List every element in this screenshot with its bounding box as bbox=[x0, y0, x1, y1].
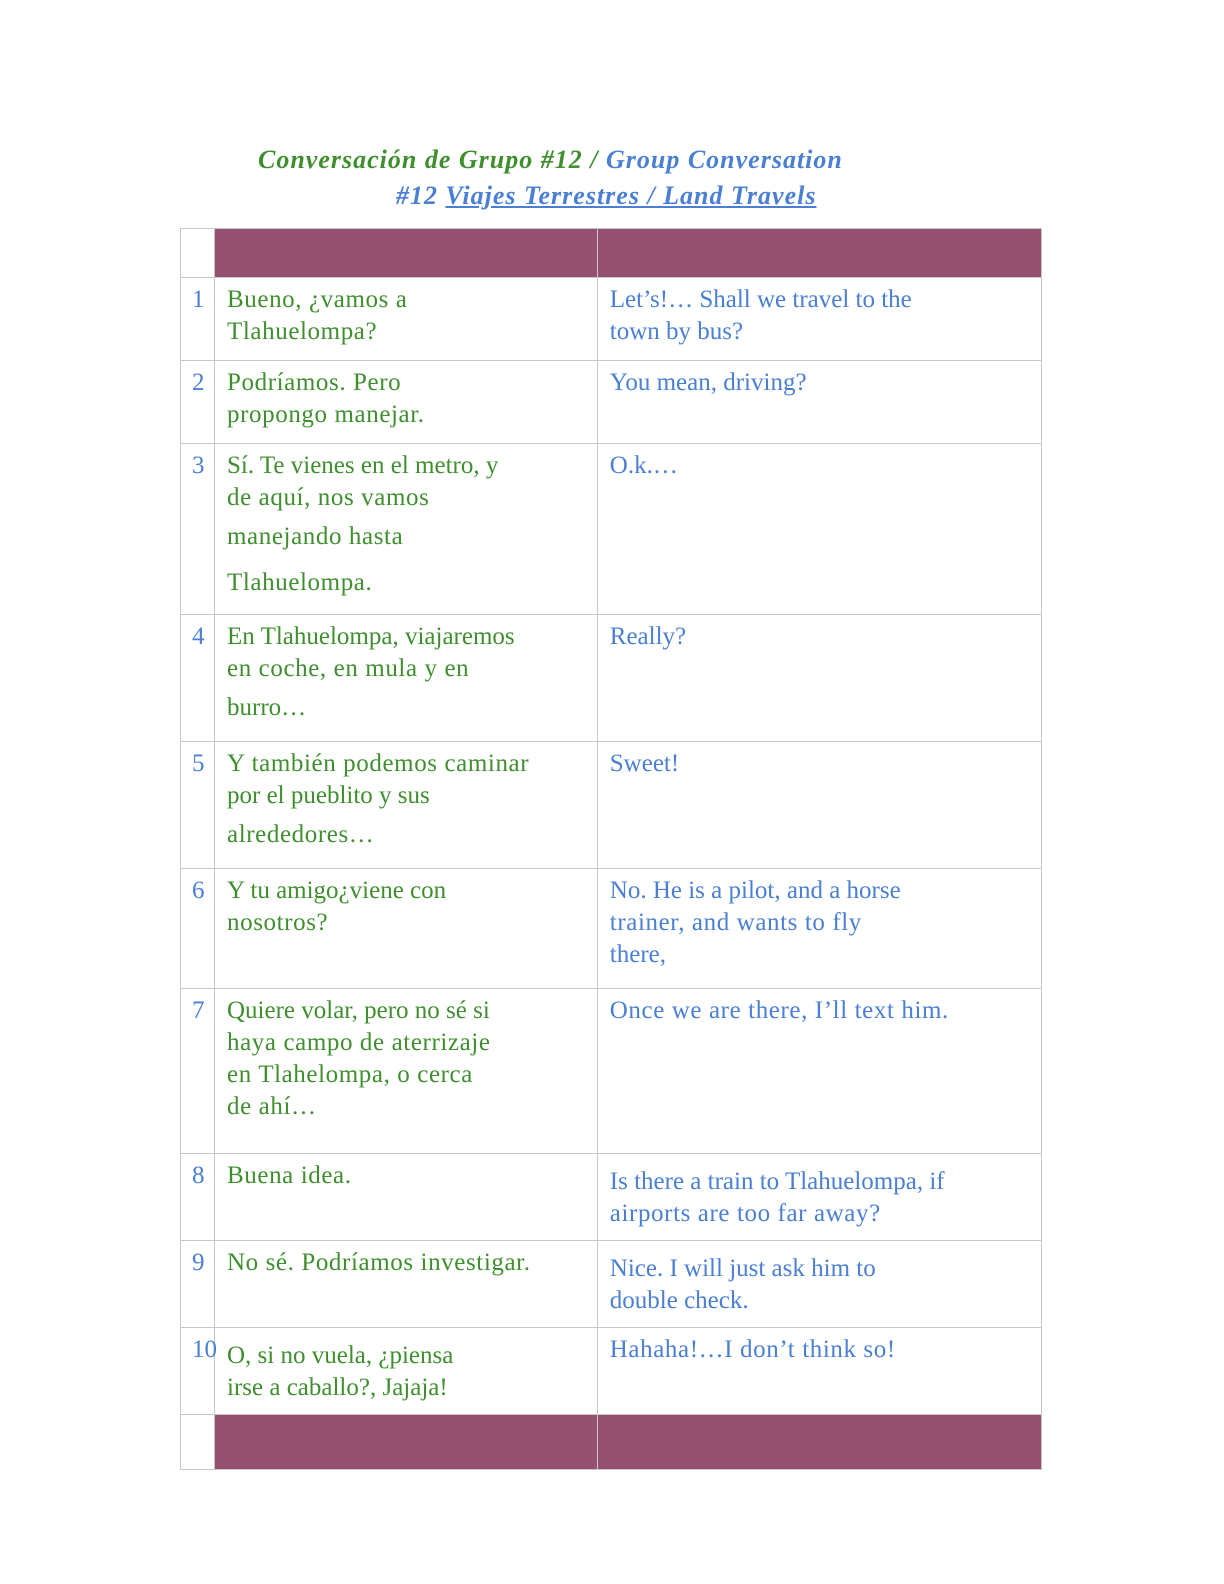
spanish-text: propongo manejar. bbox=[227, 401, 425, 428]
english-text: Once we are there, I’ll text him. bbox=[609, 997, 949, 1024]
spanish-text: Quiere volar, pero no sé si bbox=[227, 997, 490, 1024]
spanish-text: No sé. Podríamos investigar. bbox=[227, 1249, 531, 1276]
row-number: 4 bbox=[181, 615, 215, 742]
table-row bbox=[181, 869, 1042, 989]
row-number: 9 bbox=[181, 1241, 215, 1328]
spanish-text: por el pueblito y sus bbox=[227, 782, 430, 809]
table-row bbox=[181, 989, 1042, 1154]
spanish-text: Bueno, ¿vamos a bbox=[227, 286, 408, 313]
english-line-cell bbox=[597, 869, 1041, 989]
english-line-cell bbox=[597, 615, 1041, 742]
row-number: 5 bbox=[181, 742, 215, 869]
english-line-cell bbox=[597, 1241, 1041, 1328]
spanish-line-cell bbox=[215, 615, 598, 742]
spanish-line-cell bbox=[215, 1154, 598, 1241]
spanish-line-cell bbox=[215, 444, 598, 615]
spanish-text: alrededores… bbox=[227, 821, 375, 848]
title-spanish: Conversación de Grupo #12 / bbox=[258, 145, 606, 174]
title-line-1 bbox=[258, 142, 938, 178]
row-number: 2 bbox=[181, 361, 215, 444]
spanish-text: haya campo de aterrizaje bbox=[227, 1029, 491, 1056]
english-line-cell bbox=[597, 278, 1041, 361]
footer-empty-cell bbox=[181, 1415, 215, 1470]
english-text: Hahaha!…I don’t think so! bbox=[609, 1336, 896, 1363]
spanish-line-cell bbox=[215, 1328, 598, 1415]
title-line-2 bbox=[258, 178, 938, 214]
english-text: Nice. I will just ask him to bbox=[609, 1255, 876, 1282]
english-text: Sweet! bbox=[609, 750, 680, 777]
spanish-text: en Tlahelompa, o cerca bbox=[227, 1061, 473, 1088]
english-text: trainer, and wants to fly bbox=[609, 909, 862, 936]
spanish-text: nosotros? bbox=[227, 909, 329, 936]
spanish-line-cell bbox=[215, 361, 598, 444]
spanish-line-cell bbox=[215, 742, 598, 869]
spanish-text: Sí. Te vienes en el metro, y bbox=[227, 452, 499, 479]
row-number: 3 bbox=[181, 444, 215, 615]
english-text: No. He is a pilot, and a horse bbox=[609, 877, 901, 904]
table-row bbox=[181, 1154, 1042, 1241]
english-line-cell bbox=[597, 444, 1041, 615]
english-text: airports are too far away? bbox=[609, 1200, 881, 1227]
spanish-line-cell bbox=[215, 1241, 598, 1328]
spanish-line-cell bbox=[215, 869, 598, 989]
title-topic-link[interactable]: Viajes Terrestres / Land Travels bbox=[445, 181, 817, 210]
spanish-text: en coche, en mula y en bbox=[227, 655, 470, 682]
english-text: You mean, driving? bbox=[609, 369, 807, 396]
table-row bbox=[181, 615, 1042, 742]
spanish-text: de ahí… bbox=[227, 1093, 317, 1120]
row-number: 1 bbox=[181, 278, 215, 361]
table-row bbox=[181, 1241, 1042, 1328]
spanish-text: Y tu amigo¿viene con bbox=[227, 877, 447, 904]
english-line-cell bbox=[597, 1328, 1041, 1415]
spanish-text: Podríamos. Pero bbox=[227, 369, 402, 396]
header-band-english bbox=[597, 229, 1041, 278]
english-text: Let’s!… Shall we travel to the bbox=[609, 286, 912, 313]
spanish-text: O, si no vuela, ¿piensa bbox=[227, 1342, 454, 1369]
row-number: 7 bbox=[181, 989, 215, 1154]
header-band-row bbox=[181, 229, 1042, 278]
spanish-text: de aquí, nos vamos bbox=[227, 484, 430, 511]
table-row bbox=[181, 742, 1042, 869]
conversation-table bbox=[180, 228, 1042, 1470]
table-body bbox=[181, 229, 1042, 1470]
spanish-text: Tlahuelompa. bbox=[227, 569, 373, 596]
title-english: Group Conversation bbox=[605, 145, 843, 174]
english-text: there, bbox=[609, 941, 666, 968]
english-text: town by bus? bbox=[609, 318, 744, 345]
title-number: #12 bbox=[396, 181, 446, 210]
spanish-text: Buena idea. bbox=[227, 1162, 352, 1189]
english-line-cell bbox=[597, 742, 1041, 869]
footer-band-spanish bbox=[215, 1415, 598, 1470]
spanish-text: burro… bbox=[227, 694, 307, 721]
header-empty-cell bbox=[181, 229, 215, 278]
table-row bbox=[181, 361, 1042, 444]
spanish-text: En Tlahuelompa, viajaremos bbox=[227, 623, 515, 650]
english-text: Really? bbox=[609, 623, 687, 650]
table-row bbox=[181, 278, 1042, 361]
footer-band-row bbox=[181, 1415, 1042, 1470]
spanish-text: irse a caballo?, Jajaja! bbox=[227, 1374, 448, 1401]
spanish-line-cell bbox=[215, 989, 598, 1154]
english-text: Is there a train to Tlahuelompa, if bbox=[609, 1168, 945, 1195]
page-title bbox=[258, 142, 938, 214]
table-row bbox=[181, 444, 1042, 615]
english-text: double check. bbox=[609, 1287, 749, 1314]
english-text: O.k.… bbox=[609, 452, 678, 479]
row-number: 6 bbox=[181, 869, 215, 989]
english-line-cell bbox=[597, 989, 1041, 1154]
spanish-text: Tlahuelompa? bbox=[227, 318, 378, 345]
row-number: 8 bbox=[181, 1154, 215, 1241]
footer-band-english bbox=[597, 1415, 1041, 1470]
english-line-cell bbox=[597, 361, 1041, 444]
header-band-spanish bbox=[215, 229, 598, 278]
spanish-text: manejando hasta bbox=[227, 523, 404, 550]
spanish-text: Y también podemos caminar bbox=[227, 750, 530, 777]
table-row bbox=[181, 1328, 1042, 1415]
english-line-cell bbox=[597, 1154, 1041, 1241]
spanish-line-cell bbox=[215, 278, 598, 361]
row-number: 10 bbox=[181, 1328, 215, 1415]
